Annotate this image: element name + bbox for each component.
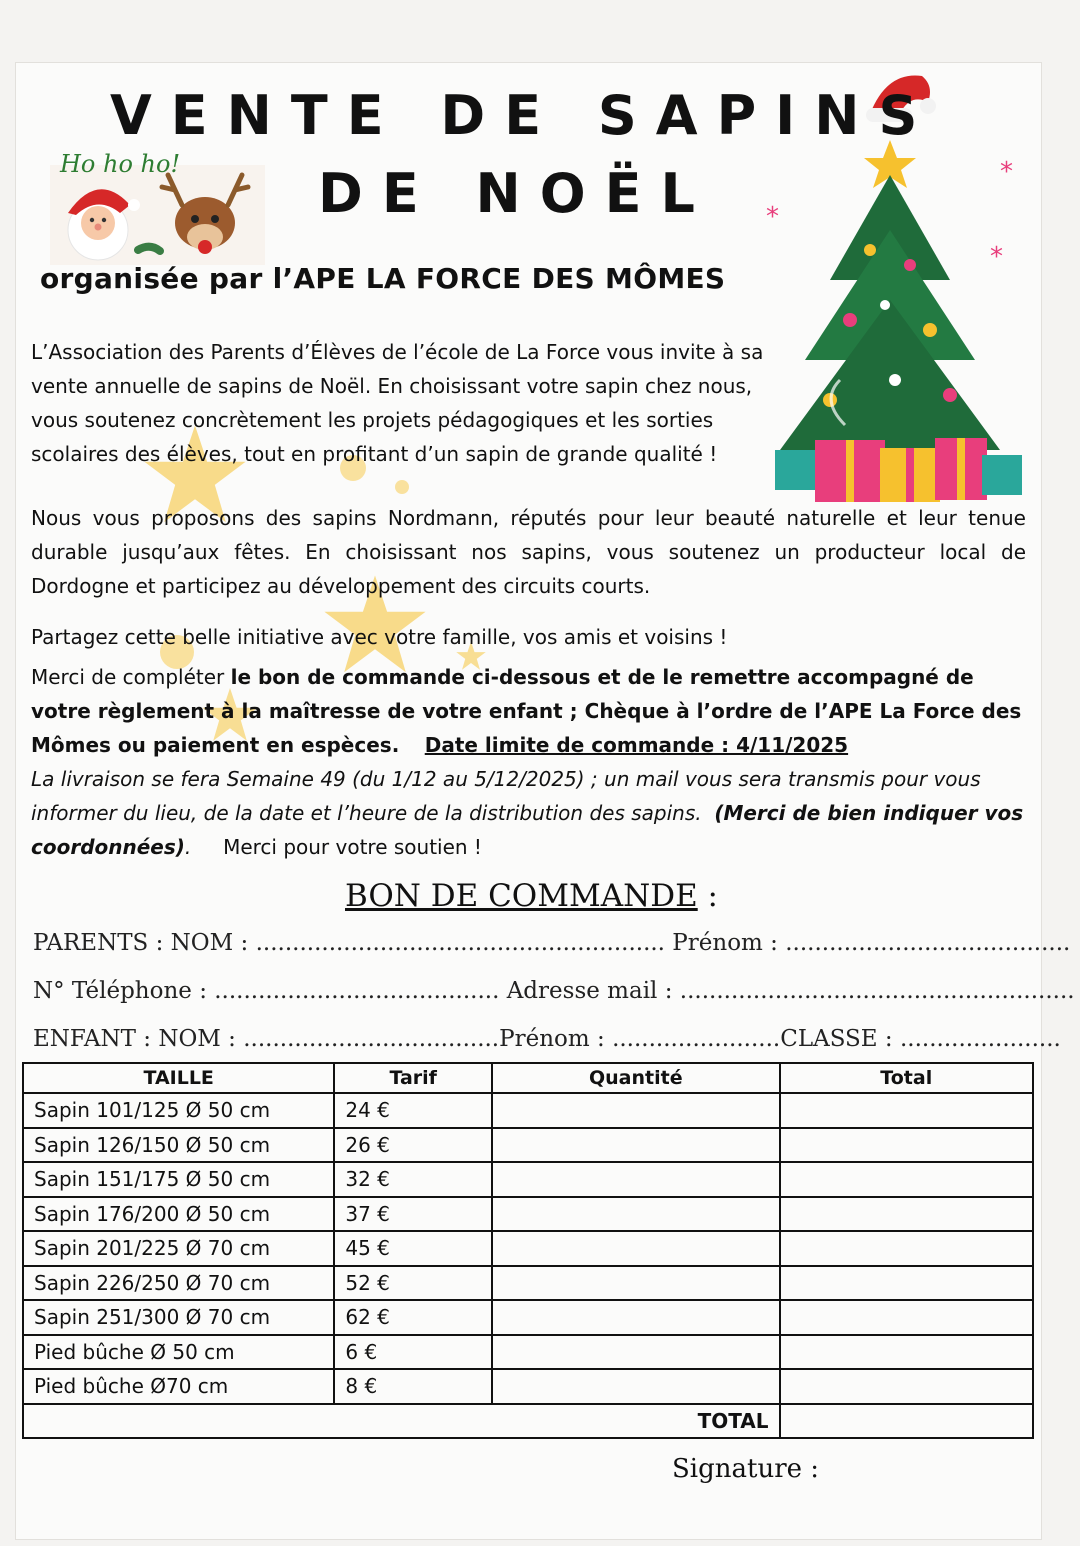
telephone-label: N° Téléphone :: [33, 978, 215, 1004]
contact-reminder-end: .: [184, 835, 192, 859]
tarif-cell: 32 €: [334, 1162, 492, 1197]
intro-paragraph-1: L’Association des Parents d’Élèves de l’école de La Force vous invite à sa vente annuelle de sapins de Noël. En choisissant votre sapin chez nous, vous soutenez concrètement les projets pédagogiques et les sorties scolaires des élèves, tout en profitant d’un sapin de grande qualité !: [31, 340, 764, 466]
quantite-cell[interactable]: [492, 1093, 779, 1128]
header-total: Total: [780, 1063, 1033, 1093]
total-cell[interactable]: [780, 1300, 1033, 1335]
quantite-cell[interactable]: [492, 1162, 779, 1197]
tarif-cell: 52 €: [334, 1266, 492, 1301]
quantite-cell[interactable]: [492, 1231, 779, 1266]
table-row: [23, 1197, 1033, 1232]
taille-cell: Pied bûche Ø70 cm: [23, 1369, 334, 1404]
taille-cell: Sapin 126/150 Ø 50 cm: [23, 1128, 334, 1163]
enfant-nom-label: ENFANT : NOM :: [33, 1026, 244, 1052]
order-table: [22, 1062, 1034, 1439]
instructions-lead: Merci de compléter: [31, 665, 231, 689]
intro-paragraph-2: Nous vous proposons des sapins Nordmann, réputés pour leur beauté naturelle et leur tenue durable jusqu’aux fêtes. En choisissant nos sapins, vous soutenez un producteur local de Dordogne et participez au développement des circuits courts.: [31, 506, 1026, 598]
title-line-1: VENTE DE SAPINS: [110, 84, 937, 147]
parents-prenom-label: Prénom :: [665, 930, 786, 956]
tarif-cell: 24 €: [334, 1093, 492, 1128]
taille-cell: Sapin 251/300 Ø 70 cm: [23, 1300, 334, 1335]
order-instructions: [31, 660, 1031, 864]
total-label: TOTAL: [23, 1404, 780, 1439]
total-cell[interactable]: [780, 1335, 1033, 1370]
total-cell[interactable]: [780, 1266, 1033, 1301]
taille-cell: Sapin 151/175 Ø 50 cm: [23, 1162, 334, 1197]
total-cell[interactable]: [780, 1128, 1033, 1163]
table-row: [23, 1162, 1033, 1197]
parents-line: [33, 930, 1071, 956]
tarif-cell: 45 €: [334, 1231, 492, 1266]
table-row: [23, 1335, 1033, 1370]
table-row: [23, 1369, 1033, 1404]
header-quantite: Quantité: [492, 1063, 779, 1093]
quantite-cell[interactable]: [492, 1369, 779, 1404]
child-line: [33, 1026, 1061, 1052]
parents-nom-label: PARENTS : NOM :: [33, 930, 256, 956]
dot-decoration-icon: [395, 480, 409, 494]
christmas-tree-illustration: [760, 130, 1050, 515]
total-cell[interactable]: [780, 1197, 1033, 1232]
contact-reminder: (Merci de bien indiquer vos coordonnées): [31, 801, 1024, 859]
svg-text:*: *: [990, 242, 1003, 272]
telephone-field[interactable]: .......................................: [214, 978, 500, 1004]
title-line-2: DE NOËL: [318, 162, 714, 225]
table-row: [23, 1128, 1033, 1163]
enfant-prenom-label: Prénom :: [499, 1026, 613, 1052]
taille-cell: Pied bûche Ø 50 cm: [23, 1335, 334, 1370]
quantite-cell[interactable]: [492, 1128, 779, 1163]
intro-paragraph-3: Partagez cette belle initiative avec votre famille, vos amis et voisins !: [31, 625, 728, 649]
table-header-row: [23, 1063, 1033, 1093]
quantite-cell[interactable]: [492, 1197, 779, 1232]
thanks-text: Merci pour votre soutien !: [223, 835, 482, 859]
ho-ho-ho-greeting: Ho ho ho!: [60, 150, 181, 178]
contact-line: [33, 978, 1075, 1004]
tarif-cell: 8 €: [334, 1369, 492, 1404]
classe-label: CLASSE :: [780, 1026, 900, 1052]
classe-field[interactable]: ......................: [899, 1026, 1061, 1052]
header-taille: TAILLE: [23, 1063, 334, 1093]
enfant-prenom-field[interactable]: .......................: [612, 1026, 781, 1052]
table-row: [23, 1300, 1033, 1335]
total-cell[interactable]: [780, 1093, 1033, 1128]
tarif-cell: 6 €: [334, 1335, 492, 1370]
order-form-title-text: BON DE COMMANDE: [345, 878, 698, 914]
order-form-title-colon: :: [697, 878, 719, 914]
parents-prenom-field[interactable]: .......................................: [785, 930, 1071, 956]
signature-label: Signature :: [672, 1454, 820, 1484]
santa-reindeer-illustration: [50, 165, 265, 265]
subtitle: organisée par l’APE LA FORCE DES MÔMES: [40, 262, 726, 295]
table-row: [23, 1093, 1033, 1128]
total-row: [23, 1404, 1033, 1439]
total-cell[interactable]: [780, 1231, 1033, 1266]
order-form-title: [345, 878, 718, 914]
svg-text:*: *: [1000, 157, 1013, 187]
order-deadline: Date limite de commande : 4/11/2025: [424, 733, 849, 757]
table-row: [23, 1266, 1033, 1301]
header-tarif: Tarif: [334, 1063, 492, 1093]
enfant-nom-field[interactable]: ...................................: [243, 1026, 500, 1052]
table-row: [23, 1231, 1033, 1266]
delivery-info: La livraison se fera Semaine 49 (du 1/12 au 5/12/2025) ; un mail vous sera transmis pour vous informer du lieu, de la date et l’heure de la distribution des sapins.: [31, 767, 981, 825]
total-cell[interactable]: [780, 1162, 1033, 1197]
tarif-cell: 37 €: [334, 1197, 492, 1232]
taille-cell: Sapin 176/200 Ø 50 cm: [23, 1197, 334, 1232]
quantite-cell[interactable]: [492, 1266, 779, 1301]
svg-text:*: *: [766, 202, 779, 232]
email-label: Adresse mail :: [499, 978, 680, 1004]
taille-cell: Sapin 101/125 Ø 50 cm: [23, 1093, 334, 1128]
taille-cell: Sapin 226/250 Ø 70 cm: [23, 1266, 334, 1301]
parents-nom-field[interactable]: ........................................................: [255, 930, 665, 956]
grand-total-cell[interactable]: [780, 1404, 1033, 1439]
total-cell[interactable]: [780, 1369, 1033, 1404]
quantite-cell[interactable]: [492, 1300, 779, 1335]
email-field[interactable]: ......................................................: [679, 978, 1075, 1004]
instructions-bold: le bon de commande ci-dessous et de le remettre accompagné de votre règlement à la maîtresse de votre enfant ; Chèque à l’ordre de l’APE La Force des Mômes ou paiement en espèces.: [31, 665, 1022, 757]
tarif-cell: 26 €: [334, 1128, 492, 1163]
taille-cell: Sapin 201/225 Ø 70 cm: [23, 1231, 334, 1266]
quantite-cell[interactable]: [492, 1335, 779, 1370]
tarif-cell: 62 €: [334, 1300, 492, 1335]
